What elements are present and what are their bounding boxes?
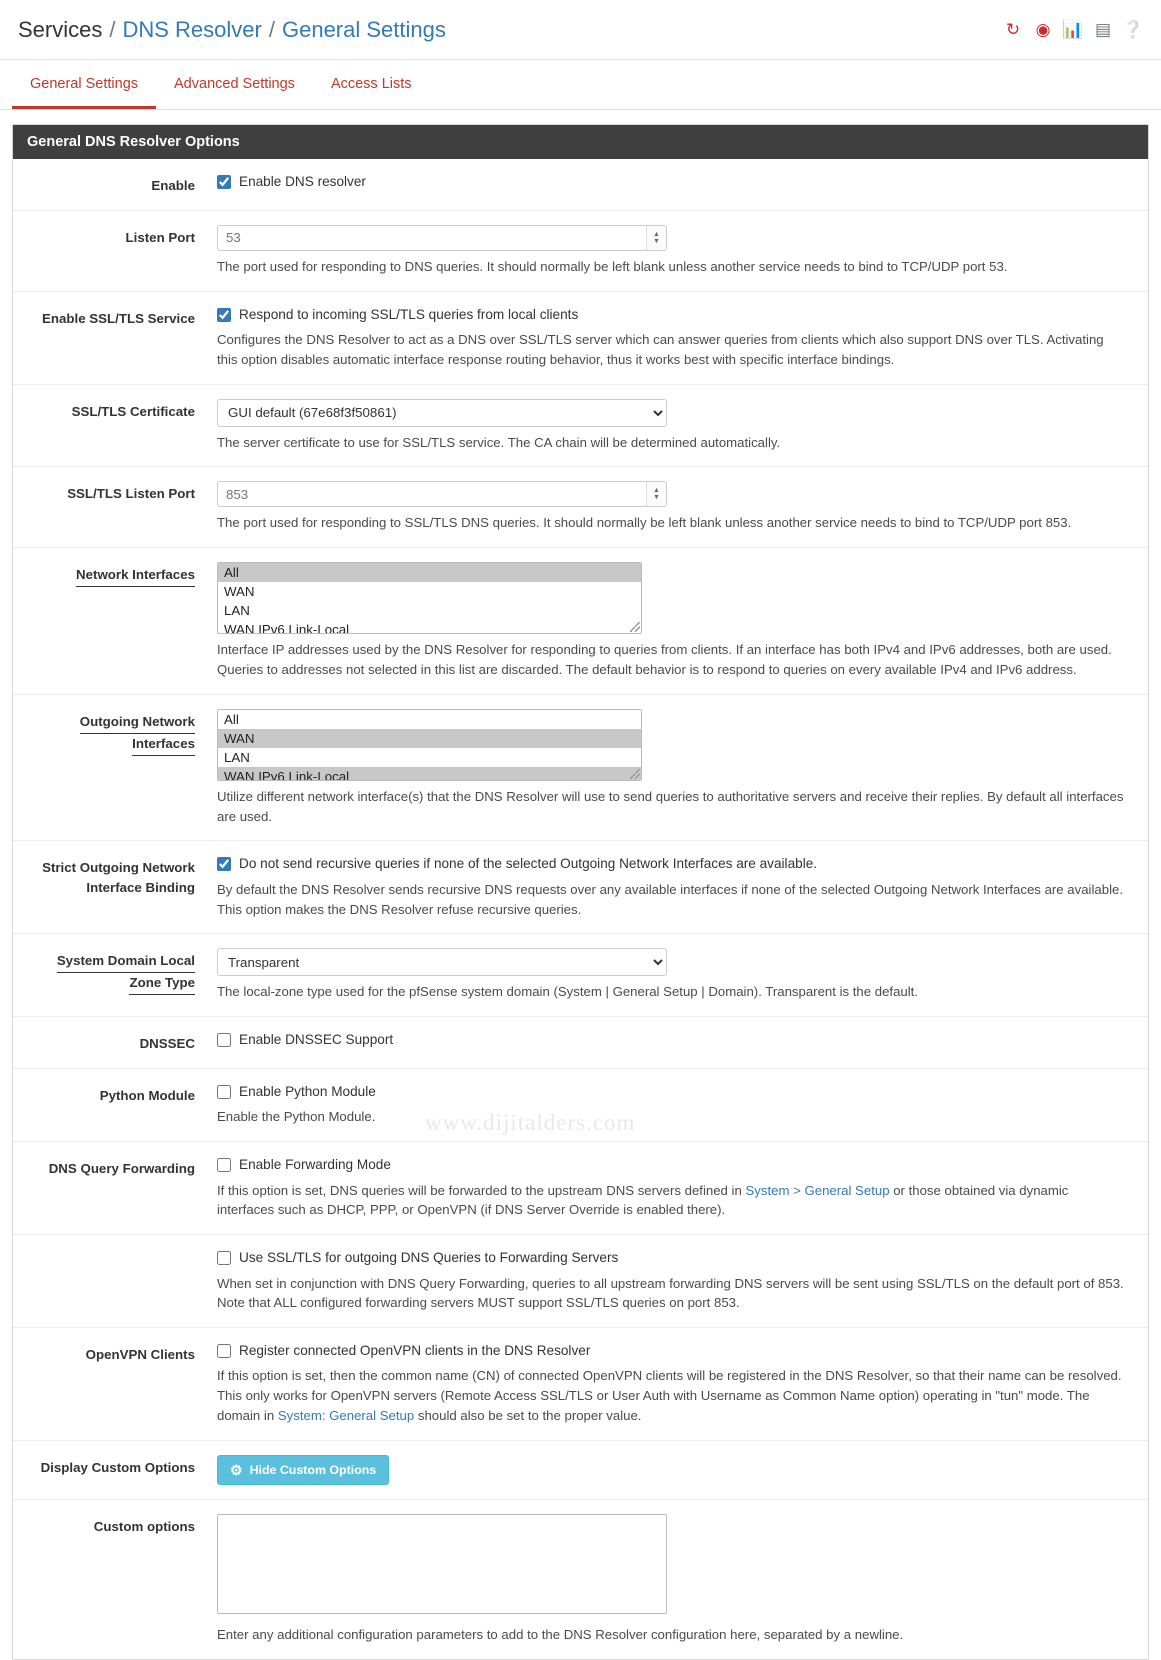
label-custom-options: Custom options bbox=[93, 1518, 195, 1534]
breadcrumb-separator-1: / bbox=[109, 16, 116, 42]
openvpn-clients-label: Register connected OpenVPN clients in the DNS Resolver bbox=[239, 1343, 591, 1359]
python-module-checkbox-row[interactable] bbox=[217, 1083, 1126, 1101]
python-module-label: Enable Python Module bbox=[239, 1084, 376, 1100]
network-interfaces-option-all[interactable]: All bbox=[218, 563, 641, 582]
help-python-module: Enable the Python Module. bbox=[217, 1109, 376, 1125]
label-display-custom-options: Display Custom Options bbox=[40, 1459, 195, 1475]
listen-port-input[interactable] bbox=[217, 225, 667, 251]
ssl-tls-listen-port-input[interactable] bbox=[217, 481, 667, 507]
label-dns-query-forwarding: DNS Query Forwarding bbox=[48, 1161, 195, 1177]
help-network-interfaces: Interface IP addresses used by the DNS Resolver for responding to queries from clients. If an interface has both IPv4 and IPv6 addresses, both are used. Queries to addresses not selected in this list are discarded. The default behavior is to respond to queries on every available IPv4 and IPv6 address. bbox=[217, 642, 1112, 678]
enable-dns-resolver-label: Enable DNS resolver bbox=[239, 174, 366, 189]
help-icon[interactable]: ❔ bbox=[1122, 20, 1144, 39]
breadcrumb-section-link[interactable]: DNS Resolver bbox=[122, 16, 262, 42]
log-icon[interactable]: ▤ bbox=[1094, 20, 1112, 39]
hide-custom-options-label: Hide Custom Options bbox=[249, 1462, 377, 1477]
row-ssl-tls-service bbox=[13, 292, 1148, 385]
link-system-general-setup[interactable]: System > General Setup bbox=[745, 1182, 890, 1198]
network-interfaces-resize-handle[interactable] bbox=[630, 622, 640, 632]
row-network-interfaces bbox=[13, 548, 1148, 695]
restart-service-icon[interactable]: ↻ bbox=[1005, 20, 1021, 39]
enable-dns-resolver-checkbox-row[interactable] bbox=[217, 173, 1126, 191]
row-listen-port bbox=[13, 211, 1148, 292]
outgoing-option-wan-v6ll[interactable]: WAN IPv6 Link-Local bbox=[218, 767, 641, 781]
label-outgoing-line1: Outgoing Network bbox=[80, 712, 195, 734]
watermark: www.dijitalders.com bbox=[425, 1110, 636, 1135]
row-display-custom-options bbox=[13, 1441, 1148, 1500]
outgoing-option-lan[interactable]: LAN bbox=[224, 749, 250, 765]
network-interfaces-listbox[interactable] bbox=[217, 562, 642, 634]
label-network-interfaces-text: Network Interfaces bbox=[76, 565, 195, 587]
help-listen-port: The port used for responding to DNS queries. It should normally be left blank unless another service needs to bind to TCP/UDP port 53. bbox=[217, 258, 1008, 274]
outgoing-option-wan[interactable]: WAN bbox=[218, 729, 641, 748]
row-ssl-tls-listen-port bbox=[13, 467, 1148, 548]
label-network-interfaces bbox=[13, 562, 209, 587]
hide-custom-options-button[interactable] bbox=[217, 1455, 389, 1485]
listen-port-stepper[interactable]: ▲ ▼ bbox=[646, 226, 666, 250]
help-forwarding-after: or those obtained via dynamic interfaces such as DHCP, PPP, or OpenVPN (if DNS Server Override is enabled there). bbox=[217, 1182, 1069, 1218]
network-interfaces-option-lan[interactable]: LAN bbox=[224, 603, 250, 619]
label-enable: Enable bbox=[151, 178, 195, 193]
tab-general-settings[interactable]: General Settings bbox=[12, 60, 156, 109]
label-dnssec: DNSSEC bbox=[139, 1036, 195, 1052]
ssl-tls-service-checkbox[interactable] bbox=[217, 308, 231, 322]
strict-binding-checkbox[interactable] bbox=[217, 857, 231, 871]
python-module-checkbox[interactable] bbox=[217, 1085, 231, 1099]
help-ssl-tls-certificate: The server certificate to use for SSL/TLS service. The CA chain will be determined automatically. bbox=[217, 434, 781, 450]
ssl-tls-service-label: Respond to incoming SSL/TLS queries from local clients bbox=[239, 306, 579, 322]
label-strict-binding-line2: Interface Binding bbox=[86, 880, 195, 896]
ssl-tls-listen-port-field-wrap bbox=[217, 481, 667, 507]
label-strict-binding-line1: Strict Outgoing Network bbox=[42, 860, 195, 876]
row-strict-binding bbox=[13, 841, 1148, 934]
label-listen-port: Listen Port bbox=[125, 229, 195, 245]
forwarding-mode-label: Enable Forwarding Mode bbox=[239, 1157, 391, 1173]
help-forwarding-before: If this option is set, DNS queries will be forwarded to the upstream DNS servers defined in bbox=[217, 1182, 746, 1198]
enable-dns-resolver-checkbox[interactable] bbox=[217, 175, 231, 189]
help-openvpn-clients bbox=[217, 1366, 1126, 1425]
tab-bar bbox=[0, 60, 1161, 110]
row-custom-options bbox=[13, 1500, 1148, 1659]
forwarding-mode-checkbox[interactable] bbox=[217, 1158, 231, 1172]
forwarding-ssl-tls-checkbox[interactable] bbox=[217, 1251, 231, 1265]
help-openvpn-after: should also be set to the proper value. bbox=[414, 1408, 642, 1424]
openvpn-clients-checkbox[interactable] bbox=[217, 1344, 231, 1358]
dnssec-checkbox[interactable] bbox=[217, 1033, 231, 1047]
row-dnssec bbox=[13, 1017, 1148, 1069]
outgoing-option-all[interactable]: All bbox=[224, 711, 239, 727]
ssl-tls-listen-port-stepper[interactable]: ▲ ▼ bbox=[646, 482, 666, 506]
help-ssl-tls-service: Configures the DNS Resolver to act as a DNS over SSL/TLS server which can answer queries from clients which also support DNS over TLS. Activating this option disables automatic interface response routing behavior, thus it works best with specific interface bindings. bbox=[217, 332, 1104, 367]
row-ssl-tls-certificate bbox=[13, 385, 1148, 468]
outgoing-network-interfaces-listbox[interactable] bbox=[217, 709, 642, 781]
outgoing-network-interfaces-resize-handle[interactable] bbox=[630, 769, 640, 779]
label-outgoing-line2: Interfaces bbox=[132, 734, 195, 756]
help-ssl-tls-listen-port: The port used for responding to SSL/TLS DNS queries. It should normally be left blank unless another service needs to bind to TCP/UDP port 853. bbox=[217, 515, 1072, 531]
tab-access-lists[interactable]: Access Lists bbox=[330, 76, 412, 92]
label-zone-type-line2: Zone Type bbox=[129, 973, 195, 995]
tab-advanced-settings[interactable]: Advanced Settings bbox=[174, 76, 295, 92]
label-system-domain-zone-type bbox=[13, 948, 209, 995]
breadcrumb-page-link[interactable]: General Settings bbox=[281, 16, 446, 42]
help-system-domain-zone-type: The local-zone type used for the pfSense system domain (System | General Setup | Domain). Transparent is the default. bbox=[217, 984, 919, 1000]
strict-binding-checkbox-row[interactable] bbox=[217, 855, 1126, 873]
strict-binding-label: Do not send recursive queries if none of the selected Outgoing Network Interfaces are available. bbox=[239, 856, 818, 872]
breadcrumb-separator-2: / bbox=[268, 16, 275, 42]
breadcrumb-root: Services bbox=[18, 16, 103, 42]
label-forwarding-ssl-tls bbox=[13, 1249, 209, 1252]
row-outgoing-network-interfaces bbox=[13, 695, 1148, 842]
stop-service-icon[interactable]: ◉ bbox=[1035, 20, 1051, 39]
help-dns-query-forwarding bbox=[217, 1181, 1126, 1221]
breadcrumb-bar bbox=[0, 0, 1161, 60]
general-options-panel bbox=[12, 124, 1149, 1660]
help-openvpn-before: If this option is set, then the common name (CN) of connected OpenVPN clients will be registered in the DNS Resolver, so that their name can be resolved. This only works for OpenVPN servers (Remote Access SSL/TLS or User Auth with Username as Common Name option) operating in "tun" mode. The domain in bbox=[217, 1368, 1122, 1424]
help-strict-binding: By default the DNS Resolver sends recursive DNS requests over any available interfaces if none of the selected Outgoing Network Interfaces are available. This option makes the DNS Resolver refuse recursive queries. bbox=[217, 881, 1124, 917]
label-python-module: Python Module bbox=[99, 1088, 195, 1104]
help-custom-options: Enter any additional configuration parameters to add to the DNS Resolver configuration here, separated by a newline. bbox=[217, 1626, 904, 1642]
label-strict-binding bbox=[13, 855, 209, 898]
help-outgoing-network-interfaces: Utilize different network interface(s) that the DNS Resolver will use to send queries to authoritative servers and receive their replies. By default all interfaces are used. bbox=[217, 788, 1124, 824]
forwarding-ssl-tls-checkbox-row[interactable] bbox=[217, 1249, 1126, 1267]
listen-port-field-wrap bbox=[217, 225, 667, 251]
label-ssl-tls-certificate: SSL/TLS Certificate bbox=[71, 403, 195, 419]
help-forwarding-ssl-tls: When set in conjunction with DNS Query Forwarding, queries to all upstream forwarding DNS servers will be sent using SSL/TLS on the default port of 853. Note that ALL configured forwarding servers MUST support SSL/TLS queries on port 853. bbox=[217, 1275, 1124, 1311]
row-python-module bbox=[13, 1069, 1148, 1142]
forwarding-ssl-tls-label: Use SSL/TLS for outgoing DNS Queries to Forwarding Servers bbox=[239, 1250, 619, 1266]
custom-options-textarea[interactable] bbox=[217, 1514, 667, 1614]
system-domain-zone-type-select[interactable] bbox=[217, 948, 667, 976]
dnssec-checkbox-row[interactable] bbox=[217, 1031, 1126, 1049]
row-forwarding-ssl-tls bbox=[13, 1235, 1148, 1328]
link-system-general-setup-2[interactable]: System: General Setup bbox=[277, 1408, 415, 1424]
label-openvpn-clients: OpenVPN Clients bbox=[85, 1347, 195, 1363]
row-system-domain-zone-type bbox=[13, 934, 1148, 1017]
ssl-tls-service-checkbox-row[interactable] bbox=[217, 306, 1126, 324]
label-zone-type-line1: System Domain Local bbox=[57, 951, 195, 973]
openvpn-clients-checkbox-row[interactable] bbox=[217, 1342, 1126, 1360]
ssl-tls-certificate-select[interactable] bbox=[217, 399, 667, 427]
gear-icon: ⚙ bbox=[230, 1461, 243, 1478]
row-dns-query-forwarding bbox=[13, 1142, 1148, 1235]
label-outgoing-network-interfaces bbox=[13, 709, 209, 756]
breadcrumb bbox=[18, 17, 446, 43]
label-ssl-tls-service: Enable SSL/TLS Service bbox=[42, 310, 195, 326]
forwarding-mode-checkbox-row[interactable] bbox=[217, 1156, 1126, 1174]
header-icon-group bbox=[1003, 20, 1143, 40]
network-interfaces-option-wan[interactable]: WAN bbox=[224, 584, 255, 600]
label-ssl-tls-listen-port: SSL/TLS Listen Port bbox=[67, 486, 195, 502]
panel-title: General DNS Resolver Options bbox=[13, 125, 1148, 159]
status-graph-icon[interactable]: 📊 bbox=[1062, 20, 1084, 39]
row-enable bbox=[13, 159, 1148, 211]
network-interfaces-option-wan-v6ll[interactable]: WAN IPv6 Link-Local bbox=[224, 622, 350, 635]
row-openvpn-clients bbox=[13, 1328, 1148, 1441]
dnssec-label: Enable DNSSEC Support bbox=[239, 1032, 394, 1048]
